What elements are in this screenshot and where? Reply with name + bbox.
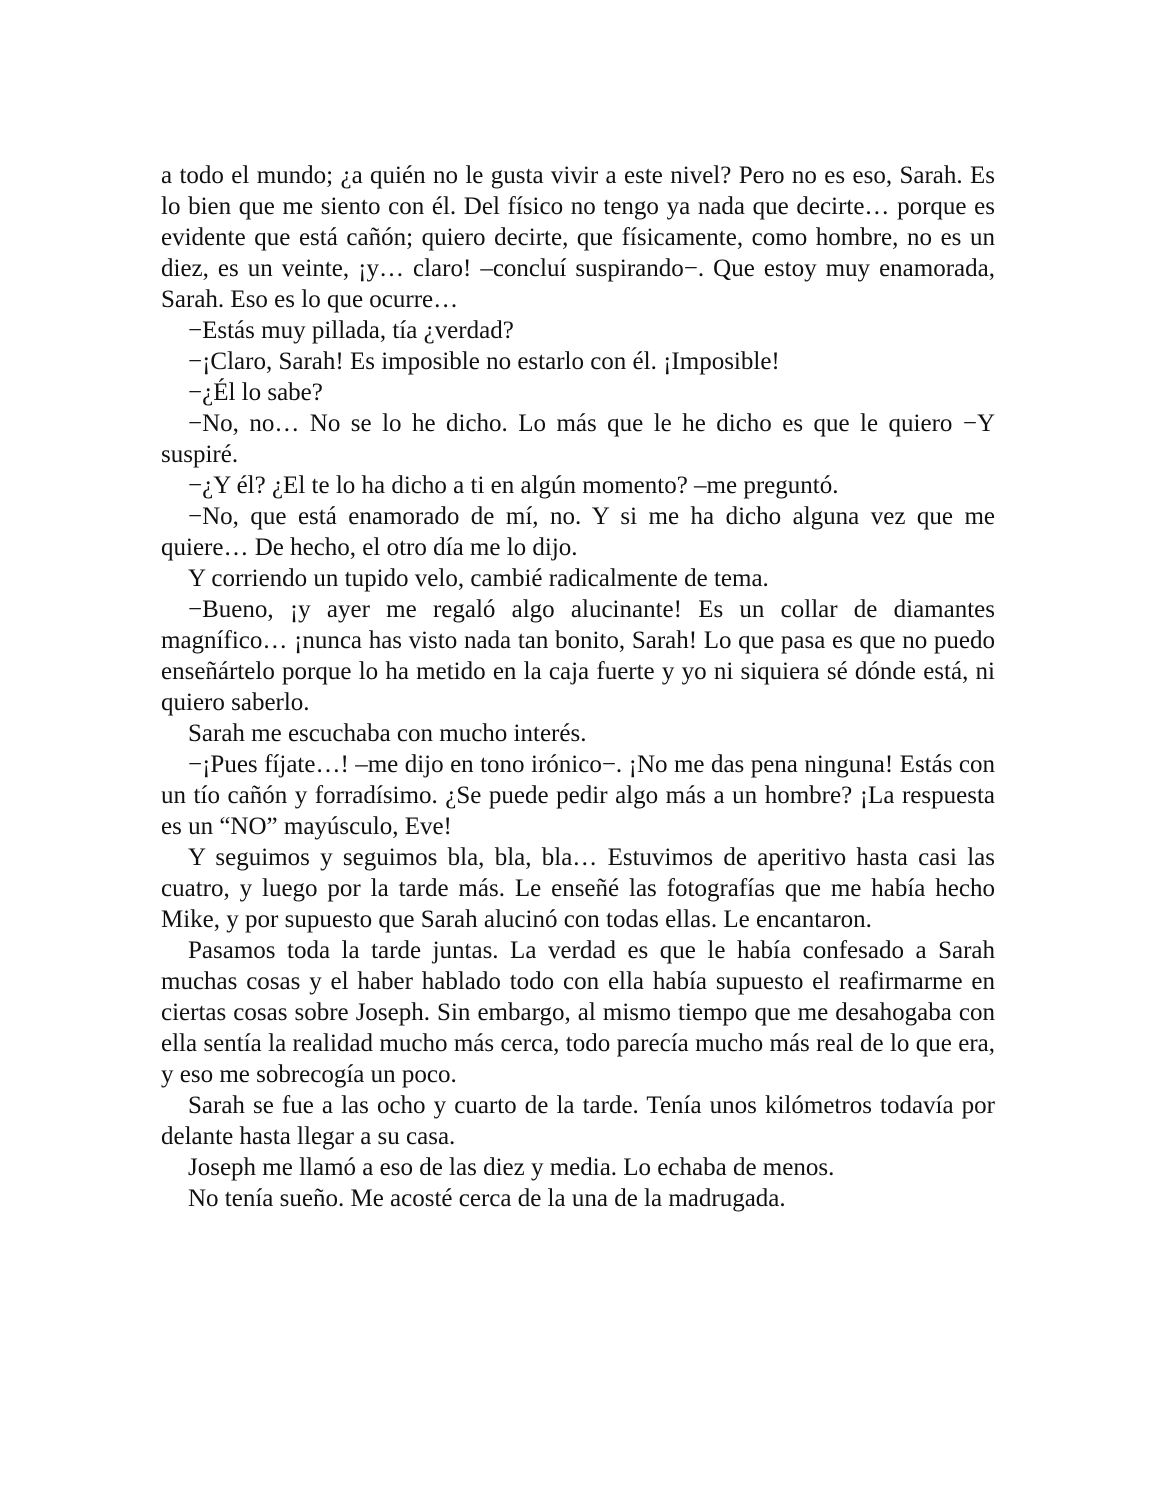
paragraph: Sarah me escuchaba con mucho interés. — [188, 720, 587, 747]
paragraph: −¿Y él? ¿El te lo ha dicho a ti en algún momento? –me preguntó. — [188, 472, 839, 499]
paragraph: −No, que está enamorado de mí, no. Y si me ha dicho alguna vez que me quiere… De hecho, el otro día me lo dijo. — [161, 503, 995, 561]
paragraph: −¡Claro, Sarah! Es imposible no estarlo con él. ¡Imposible! — [188, 348, 780, 375]
paragraph: Y corriendo un tupido velo, cambié radicalmente de tema. — [188, 565, 769, 592]
paragraph: Joseph me llamó a eso de las diez y media. Lo echaba de menos. — [188, 1154, 835, 1181]
paragraph: Pasamos toda la tarde juntas. La verdad es que le había confesado a Sarah muchas cosas y el haber hablado todo con ella había supuesto el reafirmarme en ciertas cosas sobre Joseph. Sin embargo, al mismo tiempo que me desahogaba con ella sentía la realidad mucho más cerca, todo parecía mucho más real de lo que era, y eso me sobrecogía un poco. — [161, 937, 995, 1088]
paragraph: −¡Pues fíjate…! –me dijo en tono irónico−. ¡No me das pena ninguna! Estás con un tío cañón y forradísimo. ¿Se puede pedir algo más a un hombre? ¡La respuesta es un “NO” mayúsculo, Eve! — [161, 751, 995, 840]
paragraph: Sarah se fue a las ocho y cuarto de la tarde. Tenía unos kilómetros todavía por delante hasta llegar a su casa. — [161, 1092, 995, 1150]
paragraph: No tenía sueño. Me acosté cerca de la una de la madrugada. — [188, 1185, 786, 1212]
paragraph: Y seguimos y seguimos bla, bla, bla… Estuvimos de aperitivo hasta casi las cuatro, y luego por la tarde más. Le enseñé las fotografías que me había hecho Mike, y por supuesto que Sarah alucinó con todas ellas. Le encantaron. — [161, 844, 995, 933]
body-text — [161, 160, 995, 1214]
paragraph: −Estás muy pillada, tía ¿verdad? — [188, 317, 514, 344]
paragraph: a todo el mundo; ¿a quién no le gusta vivir a este nivel? Pero no es eso, Sarah. Es lo bien que me siento con él. Del físico no tengo ya nada que decirte… porque es evidente que está cañón; quiero decirte, que físicamente, como hombre, no es un diez, es un veinte, ¡y… claro! –concluí suspirando−. Que estoy muy enamorada, Sarah. Eso es lo que ocurre… — [161, 162, 995, 313]
paragraph: −¿Él lo sabe? — [188, 379, 323, 406]
paragraph: −No, no… No se lo he dicho. Lo más que le he dicho es que le quiero −Y suspiré. — [161, 410, 995, 468]
paragraph: −Bueno, ¡y ayer me regaló algo alucinante! Es un collar de diamantes magnífico… ¡nunca has visto nada tan bonito, Sarah! Lo que pasa es que no puedo enseñártelo porque lo ha metido en la caja fuerte y yo ni siquiera sé dónde está, ni quiero saberlo. — [161, 596, 995, 716]
